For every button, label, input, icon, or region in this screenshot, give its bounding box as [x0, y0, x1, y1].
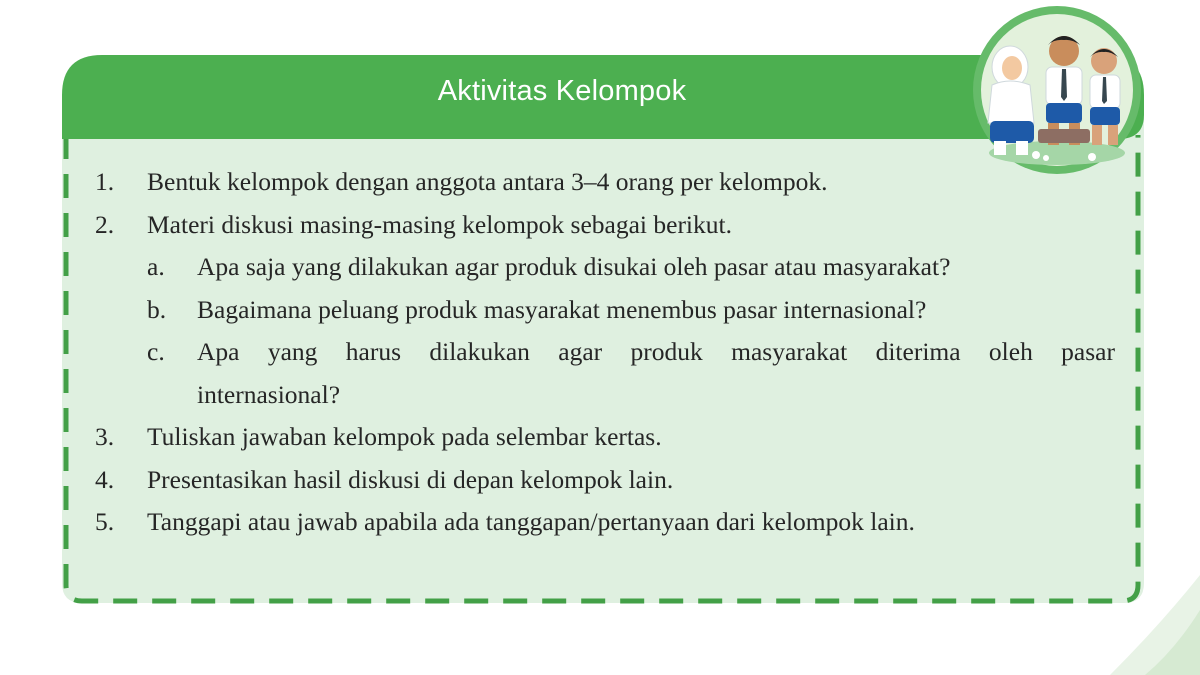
list-item-text: Materi diskusi masing-masing kelompok sebagai berikut.: [147, 209, 732, 239]
box-title: Aktivitas Kelompok: [437, 75, 687, 107]
students-group-illustration-icon: [972, 5, 1142, 175]
sub-list-item-letter: c.: [147, 337, 165, 366]
list-item-number: 3.: [95, 422, 115, 451]
sub-list-item: [95, 289, 1115, 332]
list-item: [95, 161, 1115, 204]
list-item-text: Bentuk kelompok dengan anggota antara 3–4 orang per kelompok.: [147, 167, 828, 196]
sub-list-item: [95, 246, 1115, 289]
list-item: [95, 501, 1115, 544]
sub-list-item-letter: b.: [147, 294, 167, 324]
list-item: [95, 204, 1115, 247]
list-item-text: Tanggapi atau jawab apabila ada tanggapan/pertanyaan dari kelompok lain.: [147, 507, 915, 536]
activity-list: [95, 161, 1115, 544]
list-item-text: Presentasikan hasil diskusi di depan kelompok lain.: [147, 464, 674, 494]
list-item-number: 1.: [95, 167, 115, 196]
sub-list-item-continuation: [95, 374, 1115, 417]
sub-list-item-text: Apa yang harus dilakukan agar produk masyarakat diterima oleh pasar: [197, 337, 1115, 366]
list-item-text: Tuliskan jawaban kelompok pada selembar kertas.: [147, 422, 662, 451]
list-item: [95, 459, 1115, 502]
sub-list-item-text: Apa saja yang dilakukan agar produk disukai oleh pasar atau masyarakat?: [197, 252, 951, 281]
list-item-number: 5.: [95, 507, 115, 536]
sub-list-item: [95, 331, 1115, 374]
list-item: [95, 416, 1115, 459]
sub-list-item-text: internasional?: [197, 379, 341, 409]
list-item-number: 2.: [95, 209, 115, 239]
sub-list-item-letter: a.: [147, 252, 165, 281]
list-item-number: 4.: [95, 464, 115, 494]
sub-list-item-text: Bagaimana peluang produk masyarakat menembus pasar internasional?: [197, 294, 927, 324]
